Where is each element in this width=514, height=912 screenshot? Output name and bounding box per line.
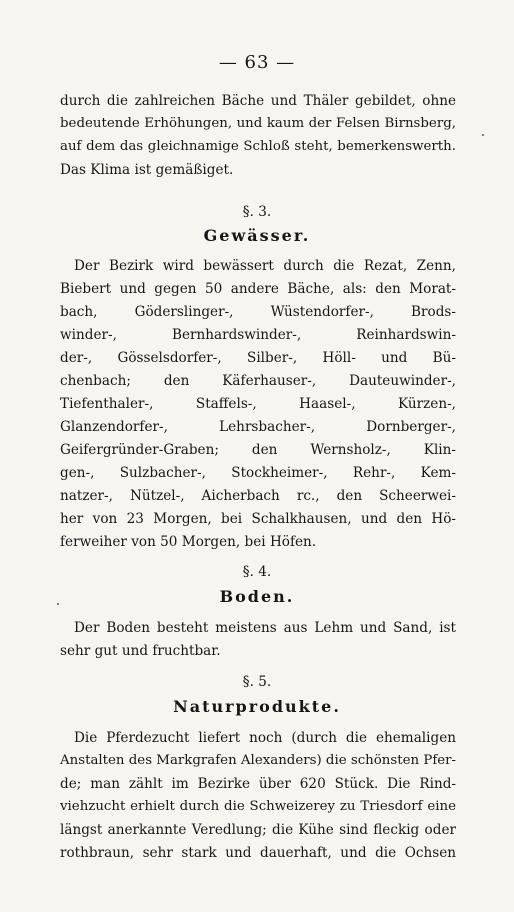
text-line: Geifergründer-Graben; den Wernsholz-, Klin-	[60, 442, 456, 458]
text-line: de; man zählt im Bezirke über 620 Stück. Die Rind-	[60, 776, 456, 792]
section-number: §. 3.	[242, 204, 272, 220]
section-title: Gewässer.	[203, 226, 311, 245]
text-line: Die Pferdezucht liefert noch (durch die ehemaligen	[74, 730, 456, 746]
section-number: §. 5.	[242, 674, 272, 690]
text-line: viehzucht erhielt durch die Schweizerey zu Triesdorf eine	[60, 799, 456, 814]
text-line: natzer-, Nützel-, Aicherbach rc., den Scheerwei-	[60, 488, 456, 504]
page-number: — 63 —	[218, 52, 296, 73]
section-title: Boden.	[219, 587, 295, 606]
paper-speck	[482, 134, 484, 136]
text-line: ferweiher von 50 Morgen, bei Höfen.	[60, 534, 317, 550]
text-line: winder-, Bernhardswinder-, Reinhardswin-	[60, 327, 456, 343]
section-title: Naturprodukte.	[173, 697, 341, 716]
text-line: Glanzendorfer-, Lehrsbacher-, Dornberger-,	[60, 419, 456, 435]
paper-speck	[57, 603, 59, 605]
text-line: der-, Gösselsdorfer-, Silber-, Höll- und Bü-	[60, 350, 456, 366]
text-line: Der Boden besteht meistens aus Lehm und Sand, ist	[74, 620, 456, 636]
text-line: bach, Göderslinger-, Wüstendorfer-, Brods-	[60, 304, 456, 320]
text-line: durch die zahlreichen Bäche und Thäler gebildet, ohne	[60, 93, 456, 109]
text-line: rothbraun, sehr stark und dauerhaft, und die Ochsen	[60, 845, 456, 861]
text-line: gen-, Sulzbacher-, Stockheimer-, Rehr-, Kem-	[60, 465, 456, 481]
text-line: sehr gut und fruchtbar.	[60, 643, 221, 659]
text-line: auf dem das gleichnamige Schloß steht, bemerkenswerth.	[60, 139, 456, 154]
text-line: längst anerkannte Veredlung; die Kühe sind fleckig oder	[60, 822, 456, 838]
section-number: §. 4.	[242, 564, 272, 580]
text-line: Tiefenthaler-, Staffels-, Haasel-, Kürzen-,	[60, 396, 456, 412]
text-line: Das Klima ist gemäßiget.	[60, 162, 234, 178]
text-line: her von 23 Morgen, bei Schalkhausen, und den Hö-	[60, 511, 456, 527]
text-line: bedeutende Erhöhungen, und kaum der Felsen Birnsberg,	[60, 116, 456, 131]
text-line: chenbach; den Käferhauser-, Dauteuwinder-,	[60, 373, 456, 389]
text-line: Biebert und gegen 50 andere Bäche, als: den Morat-	[60, 281, 456, 297]
text-line: Anstalten des Markgrafen Alexanders) die schönsten Pfer-	[60, 753, 457, 768]
text-line: Der Bezirk wird bewässert durch die Rezat, Zenn,	[74, 258, 456, 274]
